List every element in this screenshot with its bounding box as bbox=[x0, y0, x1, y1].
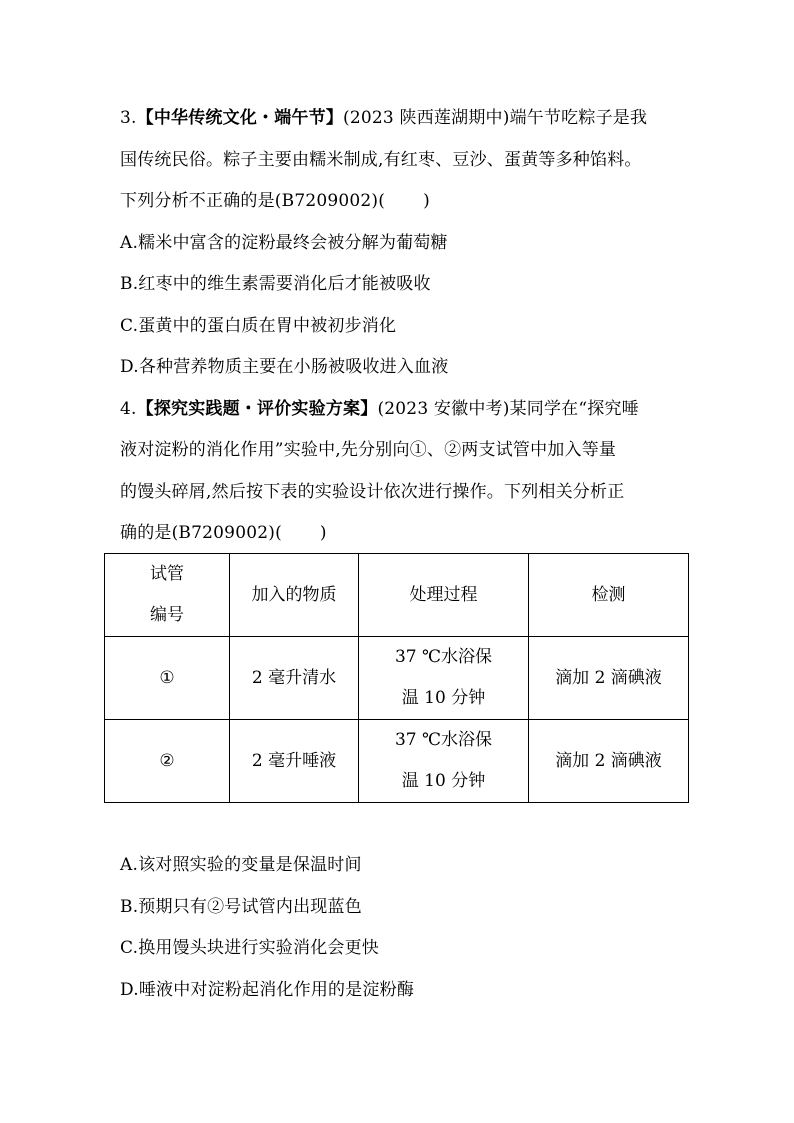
detect-cell: 滴加 2 滴碘液 bbox=[529, 720, 689, 803]
process-line1: 37 ℃水浴保 bbox=[394, 730, 493, 750]
q4-options bbox=[120, 845, 690, 1011]
q4-option-b: B.预期只有②号试管内出现蓝色 bbox=[120, 896, 362, 917]
q3-line-2: 国传统民俗。粽子主要由糯米制成,有红枣、豆沙、蛋黄等多种馅料。 bbox=[120, 149, 642, 170]
q4-stem-end: 确的是(B7209002)( bbox=[120, 523, 282, 543]
header-substance: 加入的物质 bbox=[230, 554, 359, 637]
substance-cell: 2 毫升唾液 bbox=[230, 720, 359, 803]
q3-option-d: D.各种营养物质主要在小肠被吸收进入血液 bbox=[120, 357, 449, 377]
process-line2: 温 10 分钟 bbox=[401, 771, 486, 791]
table-row bbox=[105, 637, 689, 720]
q4-option-c: C.换用馒头块进行实验消化会更快 bbox=[120, 938, 380, 958]
q3-line-1 bbox=[120, 98, 690, 140]
q3-option-a: A.糯米中富含的淀粉最终会被分解为葡萄糖 bbox=[120, 232, 448, 253]
q4-line-2: 液对淀粉的消化作用”实验中,先分别向①、②两支试管中加入等量 bbox=[120, 440, 617, 460]
header-tube-id-line2: 编号 bbox=[150, 605, 184, 625]
q4-tag: 【探究实践题・评价实验方案】 bbox=[136, 398, 378, 419]
q4-option-a: A.该对照实验的变量是保温时间 bbox=[120, 855, 362, 875]
q3-stem-end: 下列分析不正确的是(B7209002)( bbox=[120, 191, 386, 211]
header-detect: 检测 bbox=[529, 554, 689, 637]
tube-id-cell: ② bbox=[105, 720, 230, 803]
q3-line-3 bbox=[120, 181, 690, 223]
table-row bbox=[105, 720, 689, 803]
header-tube-id bbox=[105, 554, 230, 637]
table-header-row bbox=[105, 554, 689, 637]
q4-line-1 bbox=[120, 389, 690, 431]
q4-line-3: 的馒头碎屑,然后按下表的实验设计依次进行操作。下列相关分析正 bbox=[120, 481, 625, 502]
q4-option-d: D.唾液中对淀粉起消化作用的是淀粉酶 bbox=[120, 979, 415, 1000]
header-process: 处理过程 bbox=[359, 554, 529, 637]
q3-option-b: B.红枣中的维生素需要消化后才能被吸收 bbox=[120, 274, 431, 294]
q3-paren-close: ) bbox=[423, 191, 430, 211]
q4-line-4 bbox=[120, 513, 690, 555]
substance-cell: 2 毫升清水 bbox=[230, 637, 359, 720]
q3-tag: 【中华传统文化・端午节】 bbox=[136, 108, 344, 128]
header-tube-id-line1: 试管 bbox=[150, 564, 184, 584]
process-cell bbox=[359, 637, 529, 720]
experiment-table bbox=[104, 553, 689, 803]
q3-option-c: C.蛋黄中的蛋白质在胃中被初步消化 bbox=[120, 315, 397, 336]
process-cell bbox=[359, 720, 529, 803]
detect-cell: 滴加 2 滴碘液 bbox=[529, 637, 689, 720]
tube-id-cell: ① bbox=[105, 637, 230, 720]
document-body bbox=[120, 98, 690, 555]
q4-stem-start: (2023 安徽中考)某同学在“探究唾 bbox=[377, 398, 639, 419]
q4-paren-close: ) bbox=[319, 523, 327, 543]
process-line2: 温 10 分钟 bbox=[401, 688, 486, 708]
q4-number: 4. bbox=[120, 398, 137, 419]
q3-number: 3. bbox=[120, 108, 137, 128]
process-line1: 37 ℃水浴保 bbox=[394, 647, 493, 667]
q3-stem-start: (2023 陕西莲湖期中)端午节吃粽子是我 bbox=[343, 108, 648, 128]
